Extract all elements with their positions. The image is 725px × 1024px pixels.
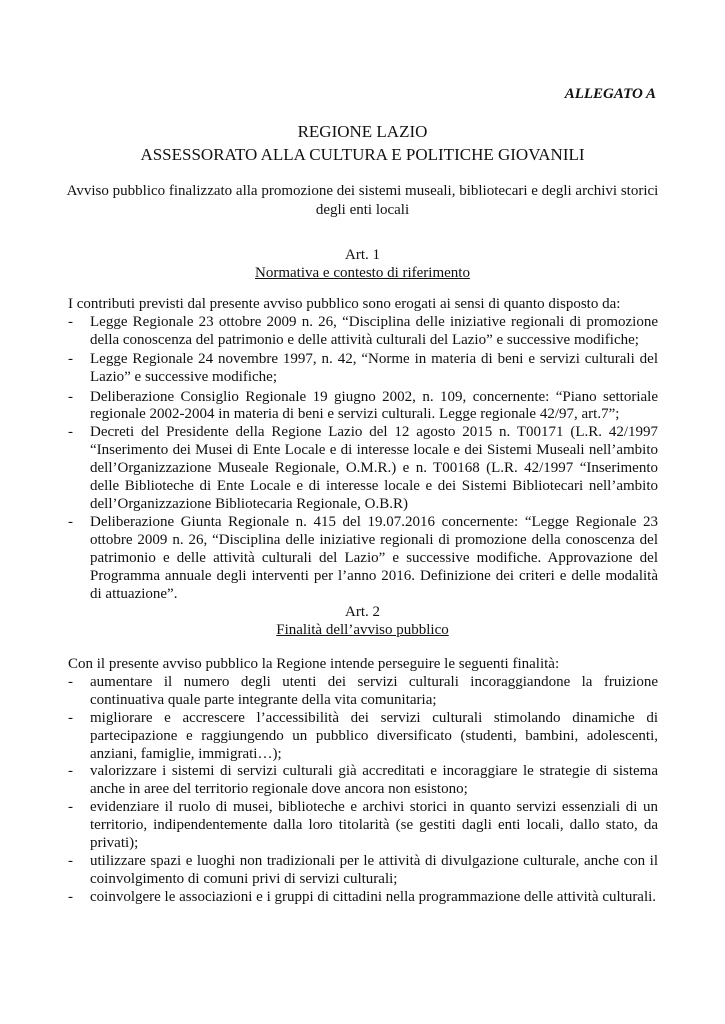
region-title: REGIONE LAZIO bbox=[297, 122, 428, 141]
dash-bullet: - bbox=[68, 350, 73, 367]
article-1-intro: I contributi previsti dal presente avviso pubblico sono erogati ai sensi di quanto disposto da: bbox=[68, 296, 621, 312]
dash-bullet: - bbox=[68, 852, 73, 869]
article-2-number: Art. 2 bbox=[345, 604, 380, 620]
article-2-intro: Con il presente avviso pubblico la Regione intende perseguire le seguenti finalità: bbox=[68, 656, 560, 672]
article-2-heading bbox=[0, 603, 725, 639]
article-1-number: Art. 1 bbox=[345, 247, 380, 263]
article-2-list bbox=[68, 674, 658, 907]
article-1-body bbox=[68, 296, 658, 603]
allegato-label: ALLEGATO A bbox=[564, 86, 656, 102]
article-1-title: Normativa e contesto di riferimento bbox=[255, 265, 470, 281]
list-item bbox=[68, 314, 658, 350]
list-item-text: Deliberazione Consiglio Regionale 19 giugno 2002, n. 109, concernente: “Piano settoriale regionale 2002-2004 in materia di beni e servizi culturali. Legge regionale 42/97, art.7”; bbox=[90, 388, 658, 423]
dash-bullet: - bbox=[68, 388, 73, 405]
dash-bullet: - bbox=[68, 763, 73, 780]
list-item bbox=[68, 853, 658, 889]
list-item bbox=[68, 889, 658, 907]
list-item-text: evidenziare il ruolo di musei, biblioteche e archivi storici in quanto servizi essenziali di un territorio, indipendentemente dalla loro titolarità (se gestiti dagli enti locali, dallo stato, da privati); bbox=[90, 799, 658, 852]
list-item-text: aumentare il numero degli utenti dei servizi culturali incoraggiandone la fruizione continuativa quale parte integrante della vita comunitaria; bbox=[90, 673, 658, 708]
list-item bbox=[68, 710, 658, 764]
department-title: ASSESSORATO ALLA CULTURA E POLITICHE GIOVANILI bbox=[140, 145, 585, 164]
dash-bullet: - bbox=[68, 424, 73, 441]
list-item bbox=[68, 424, 658, 514]
list-item bbox=[68, 351, 658, 387]
dash-bullet: - bbox=[68, 673, 73, 690]
list-item-text: valorizzare i sistemi di servizi culturali già accreditati e incoraggiare le strategie di sistema anche in aree del territorio regionale dove ancora non esistono; bbox=[90, 763, 658, 798]
avviso-subtitle: Avviso pubblico finalizzato alla promozione dei sistemi museali, bibliotecari e degli archivi storici degli enti locali bbox=[66, 183, 659, 218]
article-2-title: Finalità dell’avviso pubblico bbox=[276, 622, 449, 638]
list-item bbox=[68, 514, 658, 604]
dash-bullet: - bbox=[68, 313, 73, 330]
dash-bullet: - bbox=[68, 709, 73, 726]
dash-bullet: - bbox=[68, 888, 73, 905]
list-item-text: migliorare e accrescere l’accessibilità dei servizi culturali stimolando dinamiche di partecipazione e raggiungendo un pubblico diversificato (studenti, bambini, adolescenti, anziani, famiglie, immigrati…); bbox=[90, 709, 658, 762]
list-item-text: Legge Regionale 23 ottobre 2009 n. 26, “Disciplina delle iniziative regionali di promozione della conoscenza del patrimonio e delle attività culturali del Lazio” e successive modifiche; bbox=[90, 313, 658, 348]
dash-bullet: - bbox=[68, 513, 73, 530]
list-item bbox=[68, 389, 658, 425]
dash-bullet: - bbox=[68, 799, 73, 816]
list-item bbox=[68, 799, 658, 853]
list-item bbox=[68, 674, 658, 710]
list-item bbox=[68, 763, 658, 799]
list-item-text: Decreti del Presidente della Regione Lazio del 12 agosto 2015 n. T00171 (L.R. 42/1997 “Inserimento dei Musei di Ente Locale e di interesse locale e dei Sistemi Museali nell’ambito dell’Organizzazione Museale Regionale, O.M.R.) e n. T00168 (L.R. 42/1997 “Inserimento delle Biblioteche di Ente Locale e di interesse locale e dei Sistemi Bibliotecari nell’ambito dell’Organizzazione Bibliotecaria Regionale, O.B.R) bbox=[90, 424, 658, 512]
list-item-text: coinvolgere le associazioni e i gruppi di cittadini nella programmazione delle attività culturali. bbox=[90, 888, 657, 905]
article-2-body bbox=[68, 656, 658, 907]
article-1-heading bbox=[0, 246, 725, 282]
list-item-text: Legge Regionale 24 novembre 1997, n. 42, “Norme in materia di beni e servizi culturali del Lazio” e successive modifiche; bbox=[90, 350, 658, 385]
list-item-text: utilizzare spazi e luoghi non tradizionali per le attività di divulgazione culturale, anche con il coinvolgimento di comuni privi di servizi culturali; bbox=[90, 852, 658, 887]
list-item-text: Deliberazione Giunta Regionale n. 415 del 19.07.2016 concernente: “Legge Regionale 23 ottobre 2009 n. 26, “Disciplina delle iniziative regionali di promozione della conoscenza del patrimonio e delle attività culturali del Lazio” e successive modifiche. Approvazione del Programma annuale degli interventi per l’anno 2016. Definizione dei criteri e delle modalità di attuazione”. bbox=[90, 513, 658, 602]
article-1-list bbox=[68, 314, 658, 604]
